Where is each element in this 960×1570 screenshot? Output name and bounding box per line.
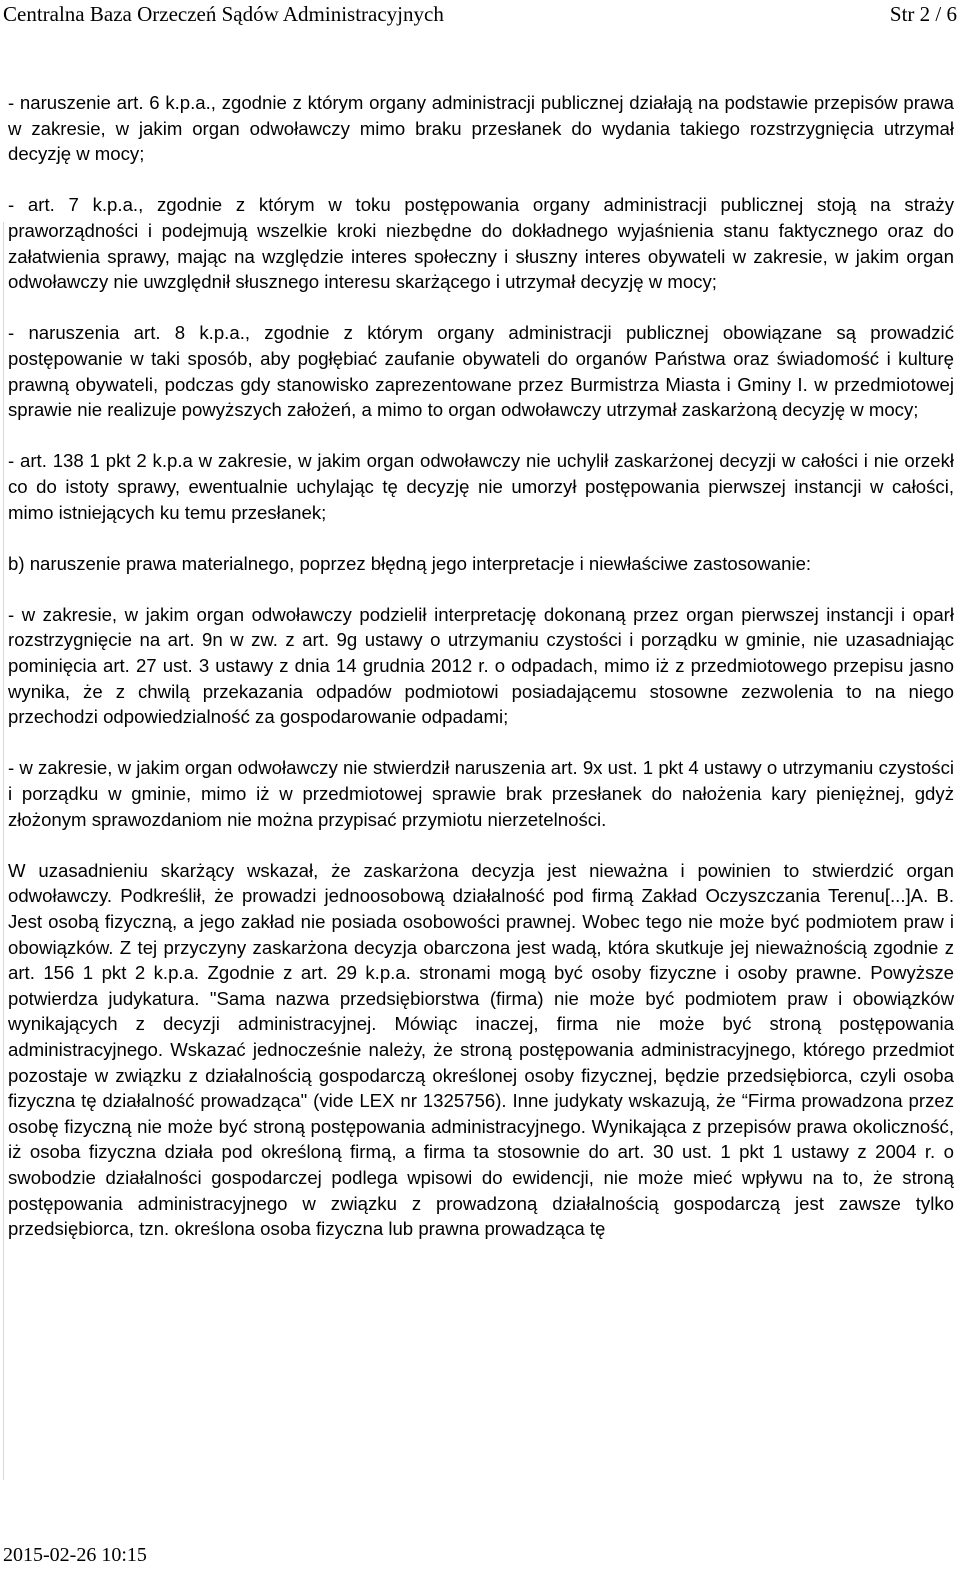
paragraph: b) naruszenie prawa materialnego, poprzez błędną jego interpretacje i niewłaściwe zastosowanie:: [8, 552, 812, 574]
paragraph: W uzasadnieniu skarżący wskazał, że zaskarżona decyzja jest nieważna i powinien to stwierdzić organ odwoławczy. Podkreślił, że prowadzi jednoosobową działalność pod firmą Zakład Oczyszczania Terenu[...]A. B. Jest osobą fizyczną, a jego zakład nie posiada osobowości prawnej. Wobec tego nie może być podmiotem praw i obowiązków. Z tej przyczyny zaskarżona decyzja obarczona jest wadą, która skutkuje jej nieważnością zgodnie z art. 156 1 pkt 2 k.p.a. Zgodnie z art. 29 k.p.a. stronami mogą być osoby fizyczne i osoby prawne. Powyższe potwierdza judykatura. "Sama nazwa przedsiębiorstwa (firma) nie może być podmiotem praw i obowiązków wynikających z decyzji administracyjnej. Mówiąc inaczej, firma nie może być stroną postępowania administracyjnego. Wskazać jednocześnie należy, że stroną postępowania administracyjnego, którego przedmiot pozostaje w związku z działalnością gospodarczą określonej osoby fizycznej, będzie przedsiębiorca, czyli osoba fizyczna tę działalność prowadząca" (vide LEX nr 1325756). Inne judykaty wskazują, że “Firma prowadzona przez osobę fizyczną nie może być stroną postępowania administracyjnego. Wynikająca z przepisów prawa okoliczność, iż osoba fizyczna działa pod określoną firmą, a firma ta stosownie do art. 30 ust. 1 pkt 1 ustawy z 2004 r. o swobodzie działalności gospodarczej podlega wpisowi do ewidencji, nie może mieć wpływu na to, że stroną postępowania administracyjnego w związku z prowadzoną działalnością gospodarczą jest zawsze tylko przedsiębiorca, tzn. określona osoba fizyczna lub prawna prowadząca tę: [8, 859, 954, 1240]
paragraph: - naruszenia art. 8 k.p.a., zgodnie z którym organy administracji publicznej obowiązane są prowadzić postępowanie w taki sposób, aby pogłębiać zaufanie obywateli do organów Państwa oraz świadomość i kulturę prawną obywateli, podczas gdy stanowisko zaprezentowane przez Burmistrza Miasta i Gminy I. w przedmiotowej sprawie nie realizuje powyższych założeń, a mimo to organ odwoławczy utrzymał zaskarżoną decyzję w mocy;: [8, 322, 954, 421]
print-timestamp: 2015-02-26 10:15: [3, 1544, 147, 1566]
paragraph: - naruszenie art. 6 k.p.a., zgodnie z którym organy administracji publicznej działają na podstawie przepisów prawa w zakresie, w jakim organ odwoławczy mimo braku przesłanek do wydania takiego rozstrzygnięcia utrzymał decyzję w mocy;: [8, 92, 954, 165]
paragraph: - w zakresie, w jakim organ odwoławczy podzielił interpretację dokonaną przez organ pierwszej instancji i oparł rozstrzygnięcie na art. 9n w zw. z art. 9g ustawy o utrzymaniu czystości i porządku w gminie, nie uzasadniając pominięcia art. 27 ust. 3 ustawy z dnia 14 grudnia 2012 r. o odpadach, mimo iż z przedmiotowego przepisu jasno wynika, że z chwilą przekazania odpadów podmiotowi posiadającemu stosowne zezwolenia to na niego przechodzi odpowiedzialność za gospodarowanie odpadami;: [8, 603, 954, 728]
site-title: Centralna Baza Orzeczeń Sądów Administracyjnych: [3, 2, 444, 26]
paragraph: - art. 138 1 pkt 2 k.p.a w zakresie, w jakim organ odwoławczy nie uchylił zaskarżonej decyzji w całości i nie orzekł co do istoty sprawy, ewentualnie uchylając tę decyzję nie umorzył postępowania pierwszej instancji w całości, mimo istniejących ku temu przesłanek;: [8, 450, 954, 523]
paragraph: - w zakresie, w jakim organ odwoławczy nie stwierdził naruszenia art. 9x ust. 1 pkt 4 ustawy o utrzymaniu czystości i porządku w gminie, mimo iż w przedmiotowej sprawie brak przesłanek do nałożenia kary pieniężnej, gdyż złożonym sprawozdaniom nie można przypisać przymiotu nierzetelności.: [8, 757, 954, 830]
paragraph: - art. 7 k.p.a., zgodnie z którym w toku postępowania organy administracji publicznej stoją na straży praworządności i podejmują wszelkie kroki niezbędne do dokładnego wyjaśnienia stanu faktycznego oraz do załatwienia sprawy, mając na względzie interes społeczny i słuszny interes obywateli w zakresie, w jakim organ odwoławczy nie uwzględnił słusznego interesu skarżącego i utrzymał decyzję w mocy;: [8, 194, 954, 293]
left-margin-rule: [3, 222, 4, 1480]
page-number: Str 2 / 6: [889, 2, 957, 26]
page-header: [0, 0, 960, 40]
document-body: [8, 90, 954, 1267]
